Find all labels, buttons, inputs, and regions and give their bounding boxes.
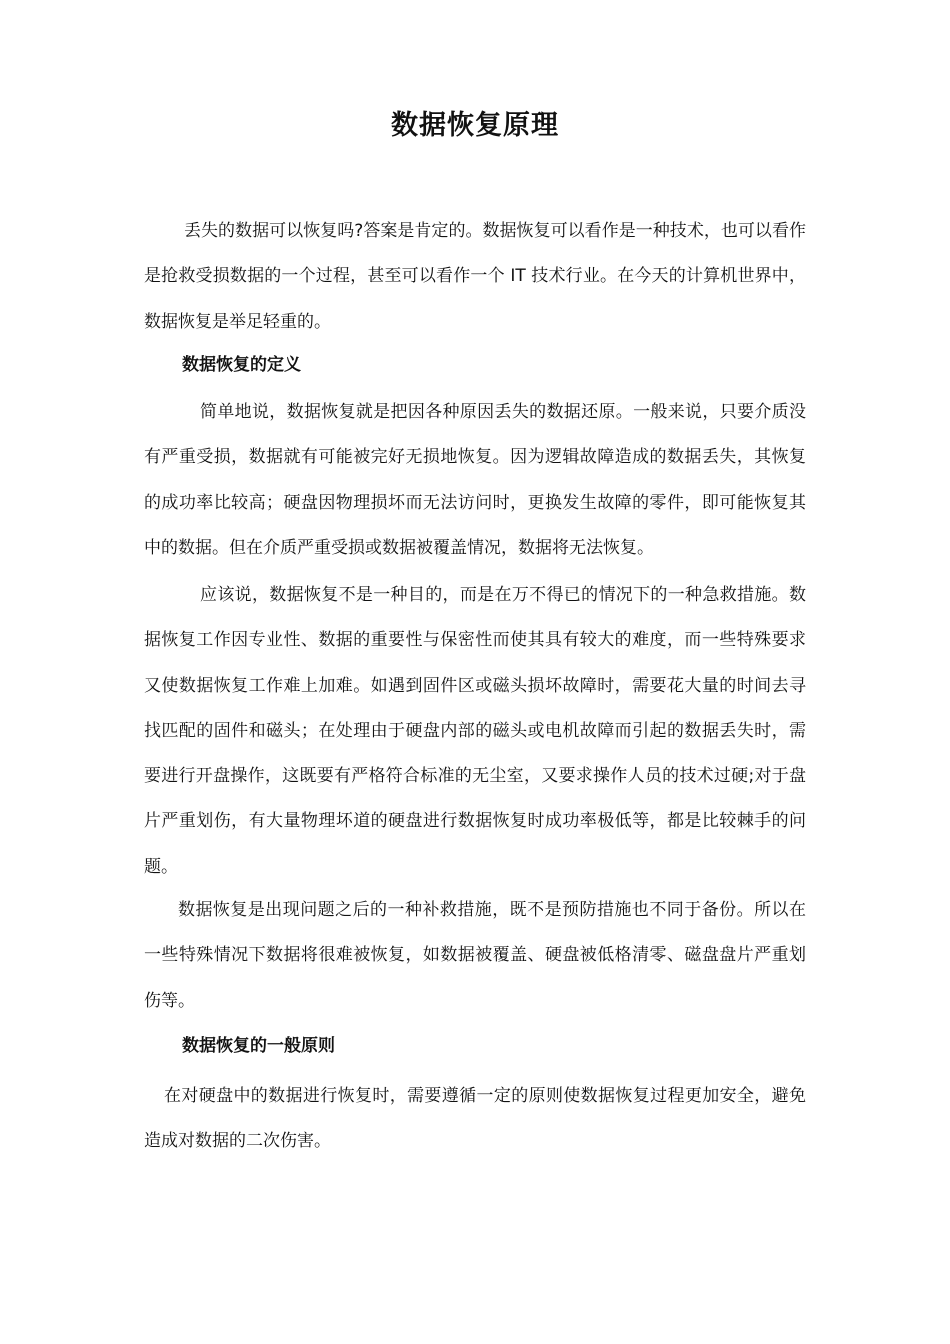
- intro-paragraph: 丢失的数据可以恢复吗?答案是肯定的。数据恢复可以看作是一种技术，也可以看作是抢救受损数据的一个过程，甚至可以看作一个 IT 技术行业。在今天的计算机世界中，数据恢复是举足轻重的。: [144, 221, 806, 332]
- definition-paragraph-3: 数据恢复是出现问题之后的一种补救措施，既不是预防措施也不同于备份。所以在一些特殊情况下数据将很难被恢复，如数据被覆盖、硬盘被低格清零、磁盘盘片严重划伤等。: [144, 900, 806, 1011]
- principles-paragraph-1: 在对硬盘中的数据进行恢复时，需要遵循一定的原则使数据恢复过程更加安全，避免造成对数据的二次伤害。: [144, 1086, 806, 1152]
- definition-paragraph-1: 简单地说，数据恢复就是把因各种原因丢失的数据还原。一般来说，只要介质没有严重受损，数据就有可能被完好无损地恢复。因为逻辑故障造成的数据丢失，其恢复的成功率比较高；硬盘因物理损坏而无法访问时，更换发生故障的零件，即可能恢复其中的数据。但在介质严重受损或数据被覆盖情况，数据将无法恢复。: [144, 402, 806, 558]
- section-heading-definition: 数据恢复的定义: [182, 355, 301, 375]
- document-title: 数据恢复原理: [391, 110, 559, 141]
- definition-paragraph-2: 应该说，数据恢复不是一种目的，而是在万不得已的情况下的一种急救措施。数据恢复工作因专业性、数据的重要性与保密性而使其具有较大的难度，而一些特殊要求又使数据恢复工作难上加难。如遇到固件区或磁头损坏故障时，需要花大量的时间去寻找匹配的固件和磁头；在处理由于硬盘内部的磁头或电机故障而引起的数据丢失时，需要进行开盘操作，这既要有严格符合标准的无尘室，又要求操作人员的技术过硬;对于盘片严重划伤，有大量物理坏道的硬盘进行数据恢复时成功率极低等，都是比较棘手的问题。: [144, 585, 806, 877]
- section-heading-principles: 数据恢复的一般原则: [182, 1036, 335, 1056]
